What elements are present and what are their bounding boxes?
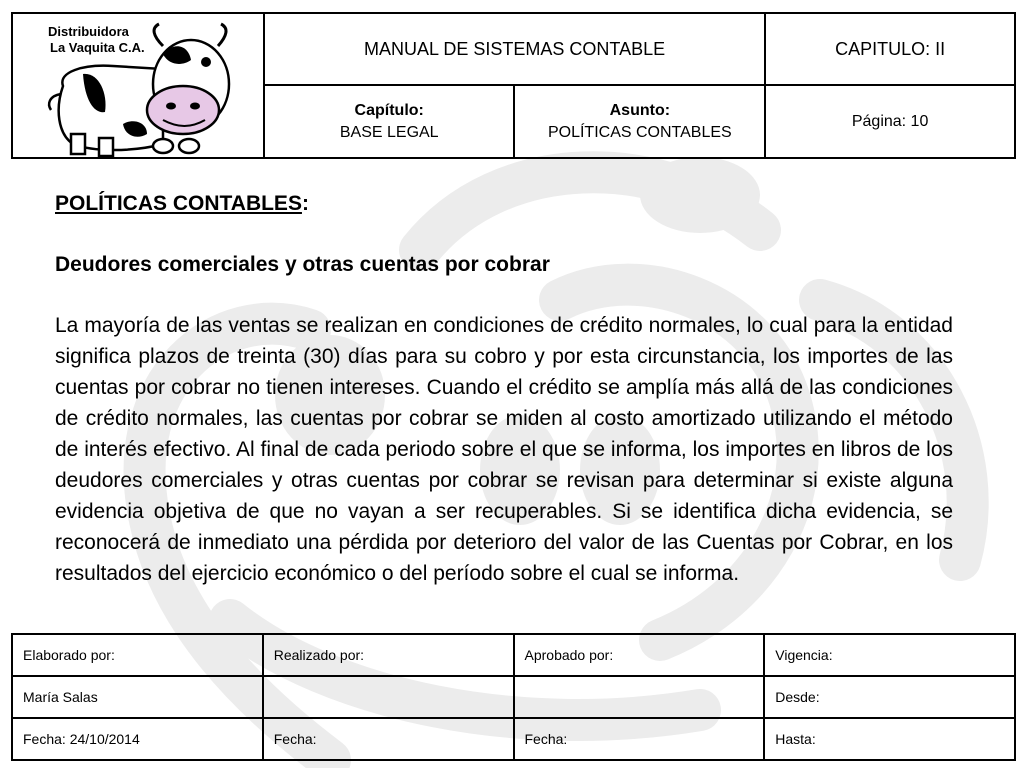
footer-cell: Aprobado por: [514, 634, 765, 676]
footer-cell: Fecha: 24/10/2014 [12, 718, 263, 760]
capitulo-label: Capítulo: [354, 101, 424, 119]
footer-cell: Desde: [764, 676, 1015, 718]
capitulo-cell [264, 85, 515, 158]
section-title-text: POLÍTICAS CONTABLES [55, 192, 302, 215]
asunto-value: POLÍTICAS CONTABLES [547, 123, 732, 141]
asunto-cell [514, 85, 765, 158]
manual-title: MANUAL DE SISTEMAS CONTABLE [264, 13, 765, 85]
chapter-title: CAPITULO: II [765, 13, 1015, 85]
logo-line1: Distribuidora [48, 24, 129, 39]
logo-line2: La Vaquita C.A. [50, 40, 145, 55]
document-footer [11, 633, 1016, 753]
footer-cell: Vigencia: [764, 634, 1015, 676]
footer-row [12, 718, 1015, 760]
footer-cell: Realizado por: [263, 634, 514, 676]
asunto-label: Asunto: [609, 101, 671, 119]
footer-cell: Hasta: [764, 718, 1015, 760]
footer-cell: Elaborado por: [12, 634, 263, 676]
footer-cell: Fecha: [514, 718, 765, 760]
subtitle: Deudores comerciales y otras cuentas por cobrar [55, 253, 550, 276]
footer-cell: María Salas [12, 676, 263, 718]
footer-row [12, 676, 1015, 718]
footer-row [12, 634, 1015, 676]
page-number: Página: 10 [765, 85, 1015, 158]
capitulo-value: BASE LEGAL [339, 123, 439, 141]
footer-cell [514, 676, 765, 718]
footer-cell: Fecha: [263, 718, 514, 760]
body-paragraph: La mayoría de las ventas se realizan en condiciones de crédito normales, lo cual para la entidad significa plazos de treinta (30) días para su cobro y por esta circunstancia, los importes de las cuentas por cobrar no tienen intereses. Cuando el crédito se amplía más allá de las condiciones de crédito normales, las cuentas por cobrar se miden al costo amortizado utilizando el método de interés efectivo. Al final de cada periodo sobre el que se informa, los importes en libros de los deudores comerciales y otras cuentas por cobrar se revisan para determinar si existe alguna evidencia objetiva de que no vayan a ser recuperables. Si se identifica dicha evidencia, se reconocerá de inmediato una pérdida por deterioro del valor de las Cuentas por Cobrar, en los resultados del ejercicio económico o del período sobre el cual se informa. [55, 314, 953, 585]
cow-logo-icon [13, 14, 259, 157]
section-title-colon: : [301, 192, 309, 215]
document-body [55, 188, 953, 589]
document-header [11, 12, 1016, 159]
section-title [55, 188, 953, 220]
footer-cell [263, 676, 514, 718]
logo-cell [12, 13, 264, 158]
